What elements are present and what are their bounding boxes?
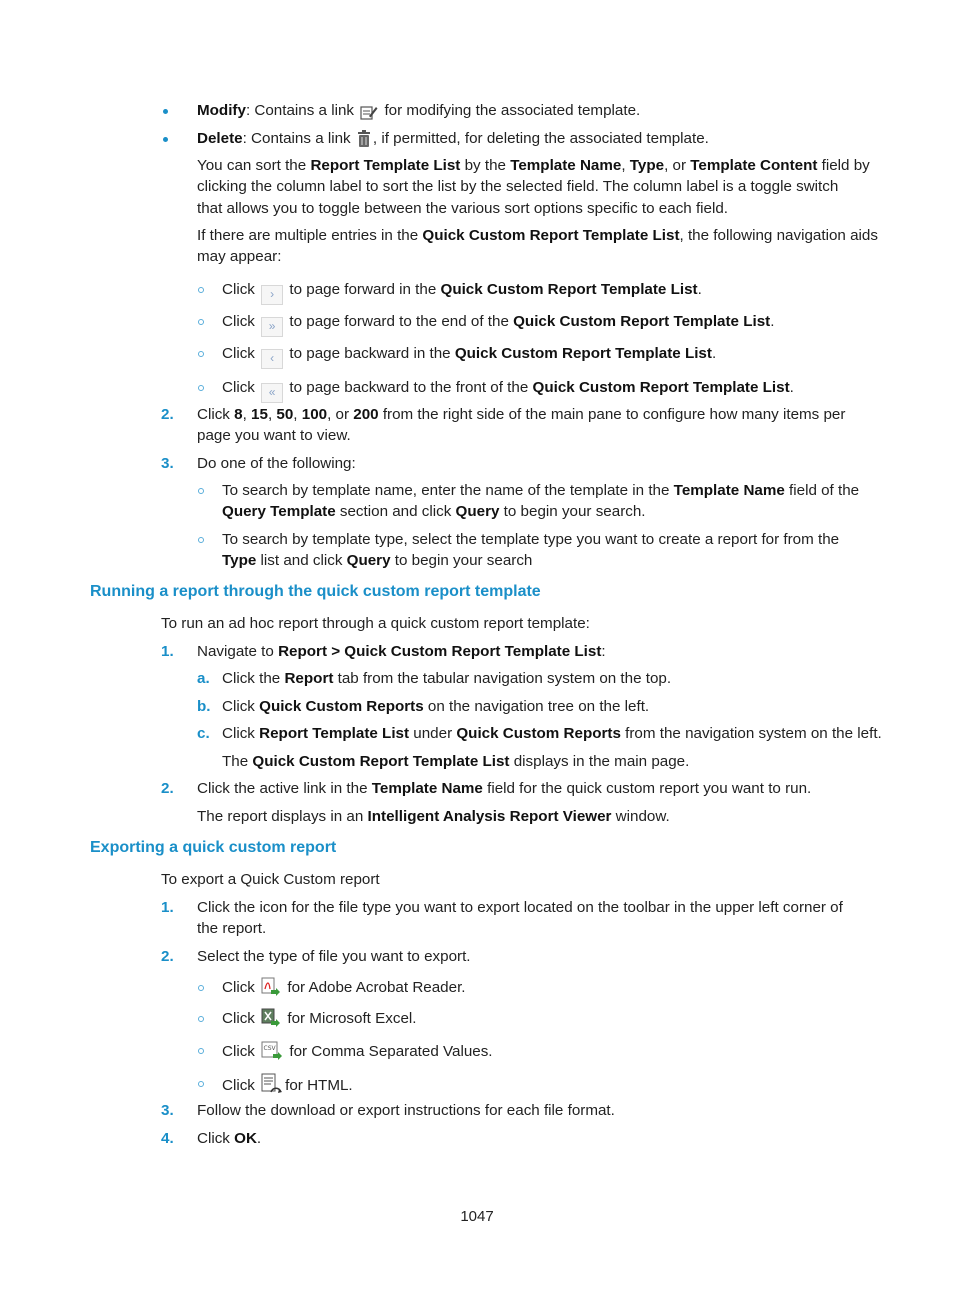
excel-export-icon[interactable] xyxy=(261,1008,281,1034)
section-heading-running: Running a report through the quick custom report template xyxy=(90,583,541,600)
export-step3: Follow the download or export instructions for each file format. xyxy=(197,1102,615,1119)
page-first-icon[interactable]: « xyxy=(261,383,283,403)
substep-letter: c. xyxy=(197,725,210,742)
svg-text:CSV: CSV xyxy=(263,1045,276,1052)
page-forward-icon[interactable]: › xyxy=(261,285,283,305)
step-number: 3. xyxy=(161,455,174,472)
export-step1-line2: the report. xyxy=(197,920,267,937)
sub-bullet xyxy=(198,488,204,494)
bullet-dot xyxy=(163,137,168,142)
export-type-pdf: Click for Adobe Acrobat Reader. xyxy=(222,977,466,1003)
edit-template-icon[interactable] xyxy=(360,104,378,126)
sort-paragraph-line2: clicking the column label to sort the list by the selected field. The column label is a toggle switch xyxy=(197,178,839,195)
section-heading-exporting: Exporting a quick custom report xyxy=(90,839,337,856)
running-step2-note: The report displays in an Intelligent Analysis Report Viewer window. xyxy=(197,808,670,825)
multi-entries-line2: may appear: xyxy=(197,248,282,265)
step3-text: Do one of the following: xyxy=(197,455,356,472)
sub-bullet xyxy=(198,385,204,391)
trash-icon[interactable] xyxy=(357,130,371,154)
sub-bullet xyxy=(198,537,204,543)
sub-bullet xyxy=(198,319,204,325)
search-by-name-line2: Query Template section and click Query to begin your search. xyxy=(222,503,646,520)
sub-bullet xyxy=(198,1048,204,1054)
nav-aid-prev: Click ‹ to page backward in the Quick Custom Report Template List. xyxy=(222,344,716,369)
step-number: 2. xyxy=(161,780,174,797)
sub-bullet xyxy=(198,351,204,357)
step2-line2: page you want to view. xyxy=(197,427,351,444)
substep-letter: a. xyxy=(197,670,210,687)
export-intro: To export a Quick Custom report xyxy=(161,871,380,888)
html-export-icon[interactable] xyxy=(261,1073,283,1101)
bullet-modify: Modify: Contains a link for modifying the associated template. xyxy=(197,101,640,126)
running-step2: Click the active link in the Template Name field for the quick custom report you want to run. xyxy=(197,780,812,797)
substep-letter: b. xyxy=(197,698,211,715)
running-substep-c: Click Report Template List under Quick Custom Reports from the navigation system on the left. xyxy=(222,725,882,742)
running-step1: Navigate to Report > Quick Custom Report Template List: xyxy=(197,643,606,660)
step-number: 3. xyxy=(161,1102,174,1119)
running-substep-a: Click the Report tab from the tabular navigation system on the top. xyxy=(222,670,672,687)
step-number: 1. xyxy=(161,643,174,660)
page-number: 1047 xyxy=(460,1208,494,1225)
sub-bullet xyxy=(198,1081,204,1087)
running-substep-c-note: The Quick Custom Report Template List displays in the main page. xyxy=(222,753,690,770)
export-type-excel: Click for Microsoft Excel. xyxy=(222,1008,416,1034)
export-step1-line1: Click the icon for the file type you want to export located on the toolbar in the upper left corner of xyxy=(197,899,843,916)
step-number: 2. xyxy=(161,948,174,965)
running-intro: To run an ad hoc report through a quick custom report template: xyxy=(161,615,590,632)
page-last-icon[interactable]: » xyxy=(261,317,283,337)
step-number: 1. xyxy=(161,899,174,916)
sort-paragraph-line3: that allows you to toggle between the various sort options specific to each field. xyxy=(197,200,729,217)
search-by-type-line2: Type list and click Query to begin your search xyxy=(222,552,533,569)
step2-line1: Click 8, 15, 50, 100, or 200 from the right side of the main pane to configure how many items per xyxy=(197,406,846,423)
sub-bullet xyxy=(198,985,204,991)
page-backward-icon[interactable]: ‹ xyxy=(261,349,283,369)
nav-aid-first: Click « to page backward to the front of the Quick Custom Report Template List. xyxy=(222,378,794,403)
bullet-delete: Delete: Contains a link , if permitted, for deleting the associated template. xyxy=(197,129,709,154)
export-step4: Click OK. xyxy=(197,1130,262,1147)
running-substep-b: Click Quick Custom Reports on the navigation tree on the left. xyxy=(222,698,650,715)
export-type-html: Click for HTML. xyxy=(222,1073,353,1101)
multi-entries-line1: If there are multiple entries in the Quick Custom Report Template List, the following navigation aids xyxy=(197,227,878,244)
sub-bullet xyxy=(198,287,204,293)
export-type-csv: Click CSV for Comma Separated Values. xyxy=(222,1041,493,1067)
step-number: 4. xyxy=(161,1130,174,1147)
search-by-type-line1: To search by template type, select the template type you want to create a report for from the xyxy=(222,531,840,548)
export-step2: Select the type of file you want to export. xyxy=(197,948,471,965)
sort-paragraph-line1: You can sort the Report Template List by the Template Name, Type, or Template Content field by xyxy=(197,157,870,174)
bullet-dot xyxy=(163,109,168,114)
sub-bullet xyxy=(198,1016,204,1022)
nav-aid-next: Click › to page forward in the Quick Custom Report Template List. xyxy=(222,280,702,305)
pdf-export-icon[interactable] xyxy=(261,977,281,1003)
search-by-name-line1: To search by template name, enter the name of the template in the Template Name field of the xyxy=(222,482,860,499)
nav-aid-last: Click » to page forward to the end of the Quick Custom Report Template List. xyxy=(222,312,774,337)
step-number: 2. xyxy=(161,406,174,423)
csv-export-icon[interactable] xyxy=(261,1041,283,1067)
